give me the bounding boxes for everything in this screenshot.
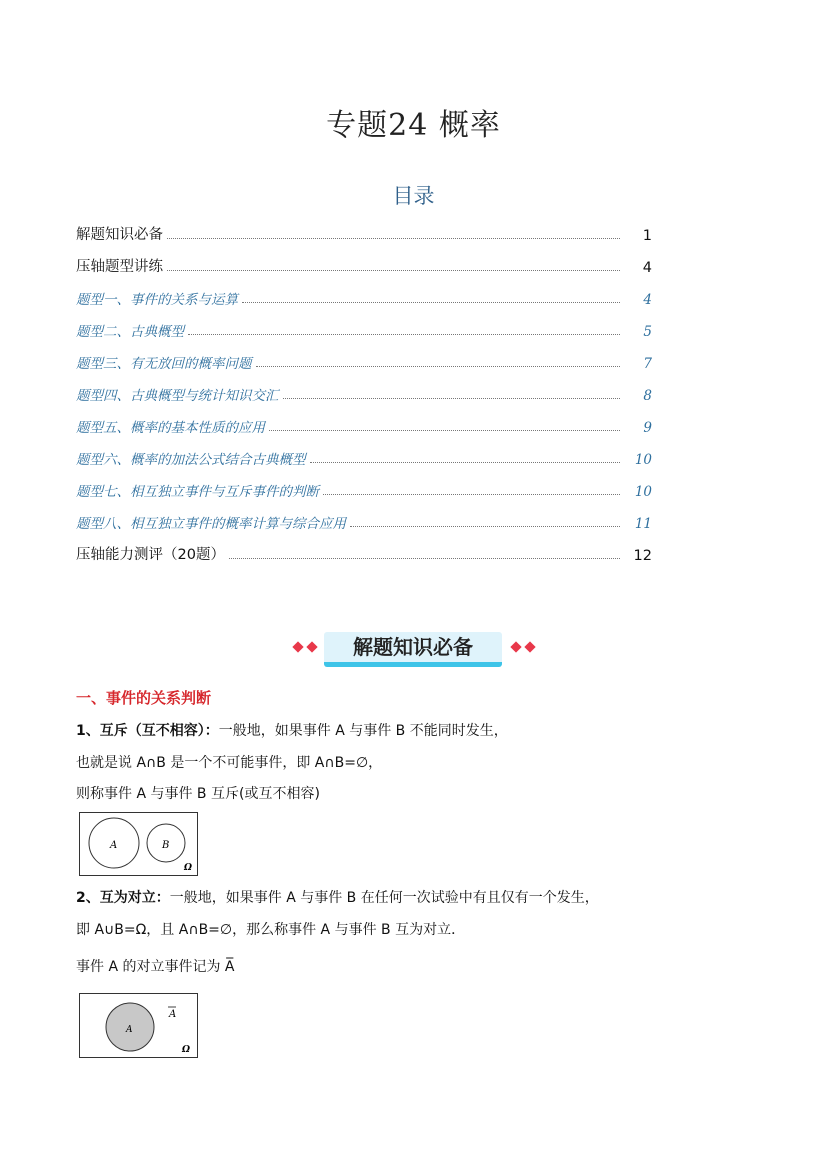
toc-page-number: 8	[643, 388, 652, 404]
table-of-contents	[76, 212, 652, 564]
toc-dot-leader	[323, 494, 620, 495]
toc-page-number: 1	[642, 228, 652, 244]
section-heading: 一、事件的关系判断	[76, 689, 212, 707]
paragraph-complementary	[76, 887, 599, 907]
term-label: 2、互为对立：	[76, 890, 170, 906]
diamond-icon	[292, 641, 303, 652]
toc-page-number: 4	[643, 292, 652, 308]
toc-item-label: 题型一、事件的关系与运算	[76, 292, 238, 308]
toc-dot-leader	[256, 366, 621, 367]
toc-item-label: 解题知识必备	[76, 227, 163, 243]
toc-dot-leader	[242, 302, 620, 303]
toc-page-number: 10	[634, 484, 652, 500]
toc-item[interactable]	[76, 500, 652, 532]
definition-text: 一般地，如果事件 A 与事件 B 在任何一次试验中有且仅有一个发生，	[169, 890, 599, 906]
toc-dot-leader	[167, 270, 620, 271]
toc-heading: 目录	[392, 184, 435, 208]
paragraph-text: 即 A∪B=Ω，且 A∩B=∅，那么称事件 A 与事件 B 互为对立．	[76, 922, 466, 938]
toc-item[interactable]	[76, 244, 652, 276]
banner-label: 解题知识必备	[324, 632, 502, 667]
toc-page-number: 11	[634, 516, 652, 532]
toc-dot-leader	[283, 398, 621, 399]
toc-page-number: 9	[643, 420, 652, 436]
toc-page-number: 4	[642, 260, 652, 276]
paragraph-text: 也就是说 A∩B 是一个不可能事件，即 A∩B=∅，	[76, 755, 383, 771]
toc-item-label: 题型三、有无放回的概率问题	[76, 356, 252, 372]
toc-item-label: 题型五、概率的基本性质的应用	[76, 420, 265, 436]
omega-label: Ω	[184, 863, 193, 873]
set-a-label: A	[126, 1025, 133, 1035]
toc-item[interactable]	[76, 340, 652, 372]
definition-text: 一般地，如果事件 A 与事件 B 不能同时发生，	[218, 723, 508, 739]
paragraph-text: 事件 A 的对立事件记为 A̅	[76, 959, 235, 975]
section-banner	[0, 628, 827, 668]
toc-item-label: 题型二、古典概型	[76, 324, 184, 340]
toc-item[interactable]	[76, 468, 652, 500]
toc-item[interactable]	[76, 372, 652, 404]
toc-dot-leader	[188, 334, 620, 335]
toc-item-label: 压轴题型讲练	[76, 259, 163, 275]
paragraph-text: 则称事件 A 与事件 B 互斥(或互不相容)	[76, 786, 320, 802]
toc-item[interactable]	[76, 276, 652, 308]
toc-dot-leader	[269, 430, 620, 431]
page-title: 专题24 概率	[326, 108, 501, 143]
toc-item[interactable]	[76, 532, 652, 564]
toc-dot-leader	[229, 558, 620, 559]
toc-item-label: 题型七、相互独立事件与互斥事件的判断	[76, 484, 319, 500]
toc-dot-leader	[350, 526, 620, 527]
toc-item-label: 题型八、相互独立事件的概率计算与综合应用	[76, 516, 346, 532]
toc-item[interactable]	[76, 404, 652, 436]
venn-diagram-exclusive	[79, 812, 198, 876]
toc-item[interactable]	[76, 436, 652, 468]
set-b-label: B	[162, 840, 170, 851]
term-label: 1、互斥（互不相容）：	[76, 723, 219, 739]
toc-page-number: 7	[643, 356, 652, 372]
toc-item-label: 题型四、古典概型与统计知识交汇	[76, 388, 279, 404]
toc-item[interactable]	[76, 212, 652, 244]
toc-page-number: 12	[633, 548, 652, 564]
diamond-icon	[306, 641, 317, 652]
toc-dot-leader	[310, 462, 621, 463]
toc-page-number: 10	[634, 452, 652, 468]
complement-label: A	[169, 1009, 177, 1020]
toc-item-label: 题型六、概率的加法公式结合古典概型	[76, 452, 306, 468]
toc-item-label: 压轴能力测评（20题）	[76, 547, 225, 563]
toc-item[interactable]	[76, 308, 652, 340]
omega-label: Ω	[182, 1045, 191, 1055]
diamond-icon	[510, 641, 521, 652]
toc-page-number: 5	[643, 324, 652, 340]
venn-diagram-complement	[79, 993, 198, 1058]
diamond-icon	[524, 641, 535, 652]
toc-dot-leader	[167, 238, 620, 239]
set-a-label: A	[110, 840, 118, 851]
paragraph-mutually-exclusive	[76, 720, 508, 740]
